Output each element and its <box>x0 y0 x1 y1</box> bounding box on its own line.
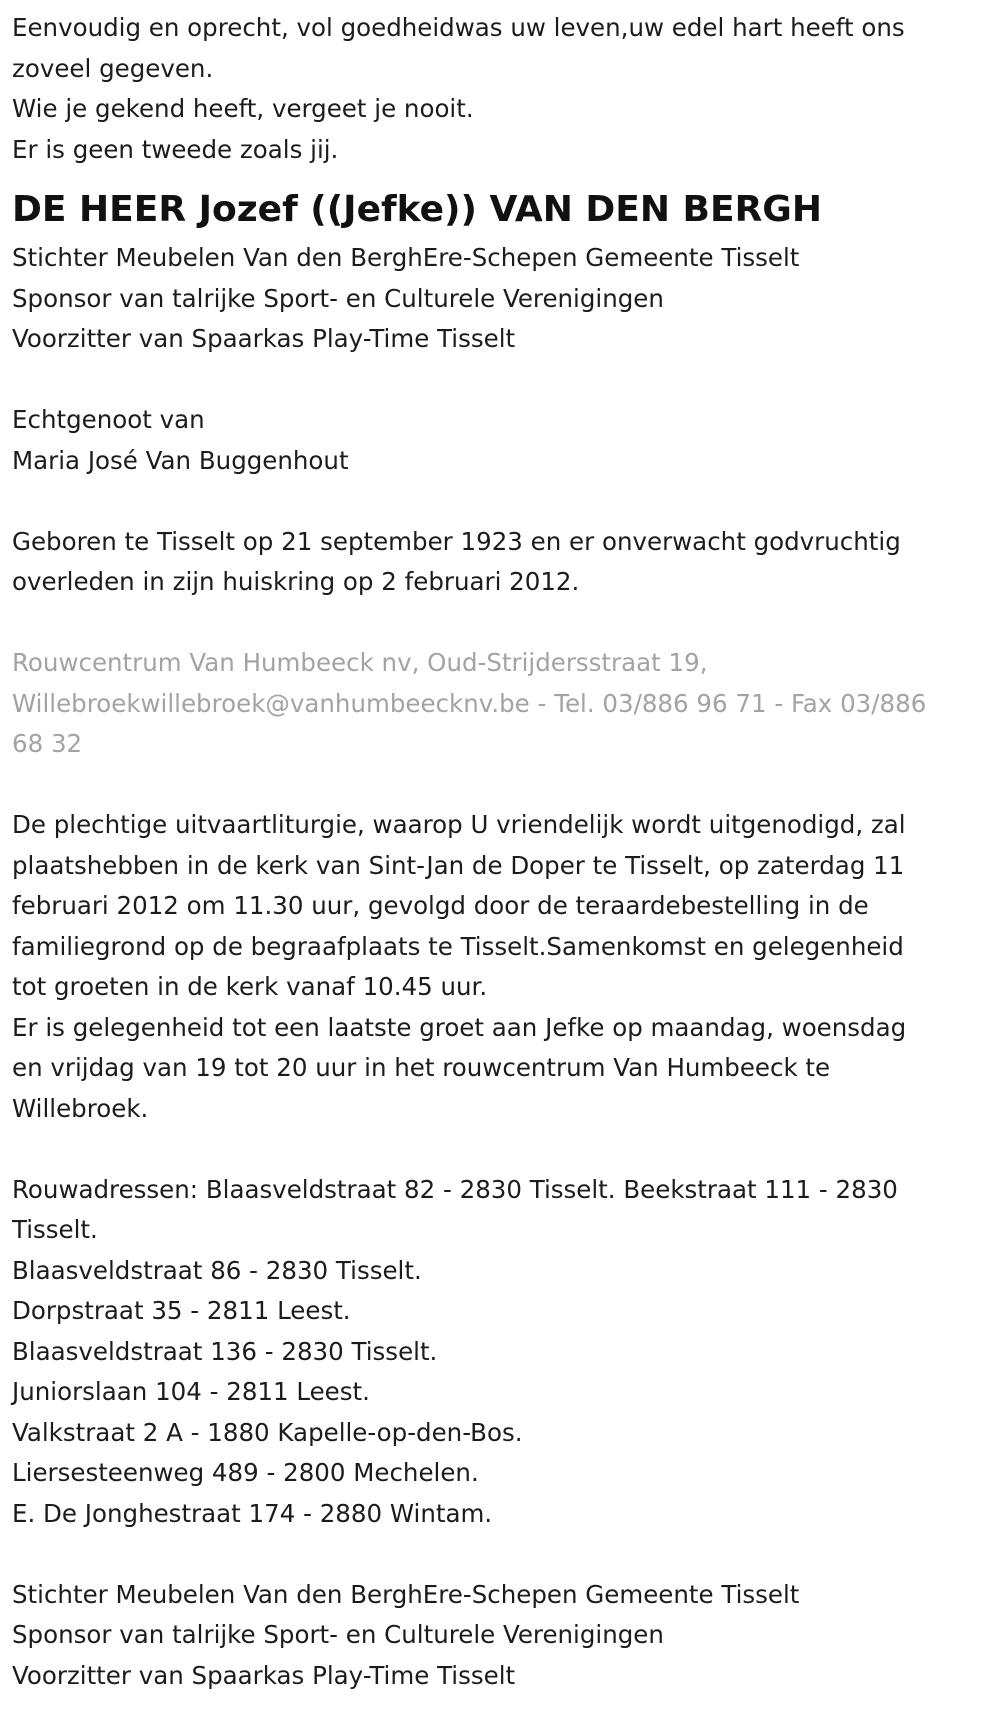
funeral-home-line: Willebroekwillebroek@vanhumbeecknv.be - Tel. 03/886 96 71 - Fax 03/886 <box>12 688 927 718</box>
titles-repeat-block <box>12 1575 988 1697</box>
ceremony-line: tot groeten in de kerk vanaf 10.45 uur. <box>12 972 488 1001</box>
title-line: Voorzitter van Spaarkas Play-Time Tisselt <box>12 324 516 353</box>
funeral-home-block <box>12 643 988 765</box>
ceremony-line: Willebroek. <box>12 1093 149 1123</box>
address-line: Rouwadressen: Blaasveldstraat 82 - 2830 Tisselt. Beekstraat 111 - 2830 <box>12 1174 898 1204</box>
birth-death-block <box>12 522 988 603</box>
address-line: Juniorslaan 104 - 2811 Leest. <box>12 1377 370 1406</box>
ceremony-line: en vrijdag van 19 tot 20 uur in het rouwcentrum Van Humbeeck te <box>12 1053 831 1082</box>
funeral-home-line: Rouwcentrum Van Humbeeck nv, Oud-Strijdersstraat 19, <box>12 648 708 677</box>
spacer <box>12 360 988 401</box>
spacer <box>12 1129 988 1170</box>
spacer <box>12 765 988 806</box>
title-line: Stichter Meubelen Van den BerghEre-Schepen Gemeente Tisselt <box>12 1579 800 1609</box>
poem-line: Wie je gekend heeft, vergeet je nooit. <box>12 94 474 123</box>
title-line: Sponsor van talrijke Sport- en Culturele Verenigingen <box>12 1620 664 1649</box>
address-line: Dorpstraat 35 - 2811 Leest. <box>12 1296 351 1325</box>
addresses-block <box>12 1170 988 1535</box>
address-line: Valkstraat 2 A - 1880 Kapelle-op-den-Bos. <box>12 1417 523 1447</box>
ceremony-line: februari 2012 om 11.30 uur, gevolgd door de teraardebestelling in de <box>12 891 869 920</box>
spouse-label: Echtgenoot van <box>12 405 205 434</box>
titles-block <box>12 238 988 360</box>
ceremony-line: familiegrond op de begraafplaats te Tisselt.Samenkomst en gelegenheid <box>12 931 904 961</box>
deceased-name: DE HEER Jozef ((Jefke)) VAN DEN BERGH <box>12 189 822 230</box>
funeral-home-line: 68 32 <box>12 729 83 758</box>
title-line: Sponsor van talrijke Sport- en Culturele Verenigingen <box>12 283 664 313</box>
ceremony-block <box>12 805 988 1129</box>
spacer <box>12 1534 988 1575</box>
address-line: E. De Jonghestraat 174 - 2880 Wintam. <box>12 1498 493 1528</box>
address-line: Liersesteenweg 489 - 2800 Mechelen. <box>12 1458 479 1487</box>
birth-death-line: overleden in zijn huiskring op 2 februari 2012. <box>12 567 580 596</box>
ceremony-line: plaatshebben in de kerk van Sint-Jan de Doper te Tisselt, op zaterdag 11 <box>12 850 905 880</box>
birth-death-line: Geboren te Tisselt op 21 september 1923 en er onverwacht godvruchtig <box>12 526 901 556</box>
poem-line: Eenvoudig en oprecht, vol goedheidwas uw leven,uw edel hart heeft ons <box>12 13 905 42</box>
address-line: Tisselt. <box>12 1215 98 1244</box>
poem-line: zoveel gegeven. <box>12 53 214 83</box>
address-line: Blaasveldstraat 86 - 2830 Tisselt. <box>12 1255 422 1285</box>
address-line: Blaasveldstraat 136 - 2830 Tisselt. <box>12 1336 438 1366</box>
spacer <box>12 481 988 522</box>
ceremony-line: Er is gelegenheid tot een laatste groet aan Jefke op maandag, woensdag <box>12 1012 907 1042</box>
poem-line: Er is geen tweede zoals jij. <box>12 134 339 164</box>
spouse-block <box>12 400 988 481</box>
title-line: Stichter Meubelen Van den BerghEre-Schepen Gemeente Tisselt <box>12 243 800 272</box>
poem-block <box>12 8 988 170</box>
spacer <box>12 603 988 644</box>
title-line: Voorzitter van Spaarkas Play-Time Tisselt <box>12 1660 516 1690</box>
ceremony-line: De plechtige uitvaartliturgie, waarop U vriendelijk wordt uitgenodigd, zal <box>12 810 906 839</box>
spouse-name: Maria José Van Buggenhout <box>12 445 349 475</box>
